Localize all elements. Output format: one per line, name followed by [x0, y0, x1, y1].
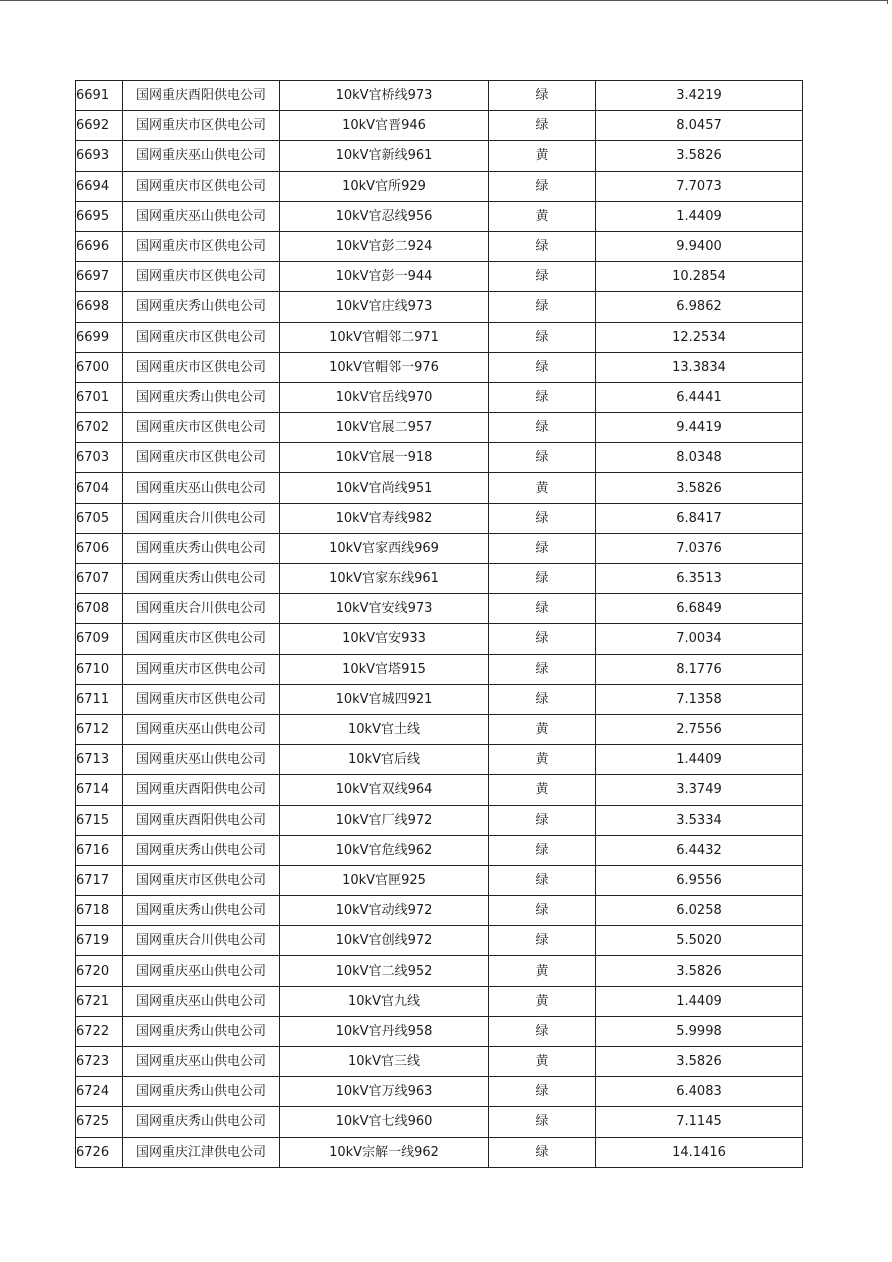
status-cell: 绿	[489, 81, 596, 111]
line-name-cell: 10kV官动线972	[280, 896, 489, 926]
status-cell: 绿	[489, 322, 596, 352]
company-cell: 国网重庆巫山供电公司	[123, 1047, 280, 1077]
table-row	[76, 654, 803, 684]
line-name-cell: 10kV官三线	[280, 1047, 489, 1077]
status-cell: 绿	[489, 382, 596, 412]
row-number-cell: 6691	[76, 81, 123, 111]
table-row	[76, 231, 803, 261]
line-name-cell: 10kV官创线972	[280, 926, 489, 956]
value-cell: 6.0258	[596, 896, 803, 926]
line-name-cell: 10kV官晋946	[280, 111, 489, 141]
value-cell: 12.2534	[596, 322, 803, 352]
table-row	[76, 473, 803, 503]
row-number-cell: 6692	[76, 111, 123, 141]
value-cell: 8.1776	[596, 654, 803, 684]
company-cell: 国网重庆市区供电公司	[123, 654, 280, 684]
company-cell: 国网重庆合川供电公司	[123, 926, 280, 956]
table-row	[76, 1047, 803, 1077]
company-cell: 国网重庆酉阳供电公司	[123, 775, 280, 805]
company-cell: 国网重庆秀山供电公司	[123, 896, 280, 926]
status-cell: 绿	[489, 1137, 596, 1167]
company-cell: 国网重庆市区供电公司	[123, 262, 280, 292]
row-number-cell: 6723	[76, 1047, 123, 1077]
status-cell: 黄	[489, 473, 596, 503]
line-name-cell: 10kV官塔915	[280, 654, 489, 684]
row-number-cell: 6722	[76, 1016, 123, 1046]
status-cell: 绿	[489, 1077, 596, 1107]
company-cell: 国网重庆市区供电公司	[123, 684, 280, 714]
page-top-border	[0, 0, 888, 1]
row-number-cell: 6709	[76, 624, 123, 654]
value-cell: 7.1358	[596, 684, 803, 714]
table-row	[76, 503, 803, 533]
table-body	[76, 81, 803, 1168]
status-cell: 黄	[489, 141, 596, 171]
company-cell: 国网重庆市区供电公司	[123, 111, 280, 141]
status-cell: 绿	[489, 171, 596, 201]
line-name-cell: 10kV官危线962	[280, 835, 489, 865]
row-number-cell: 6720	[76, 956, 123, 986]
line-name-cell: 10kV官双线964	[280, 775, 489, 805]
status-cell: 绿	[489, 624, 596, 654]
table-row	[76, 262, 803, 292]
table-row	[76, 684, 803, 714]
row-number-cell: 6711	[76, 684, 123, 714]
row-number-cell: 6718	[76, 896, 123, 926]
table-row	[76, 714, 803, 744]
table-row	[76, 926, 803, 956]
value-cell: 13.3834	[596, 352, 803, 382]
table-row	[76, 111, 803, 141]
status-cell: 绿	[489, 594, 596, 624]
line-name-cell: 10kV官城四921	[280, 684, 489, 714]
company-cell: 国网重庆合川供电公司	[123, 594, 280, 624]
status-cell: 绿	[489, 443, 596, 473]
line-name-cell: 10kV官展一918	[280, 443, 489, 473]
value-cell: 10.2854	[596, 262, 803, 292]
company-cell: 国网重庆市区供电公司	[123, 231, 280, 261]
value-cell: 7.0376	[596, 533, 803, 563]
value-cell: 9.4419	[596, 413, 803, 443]
value-cell: 6.9862	[596, 292, 803, 322]
company-cell: 国网重庆合川供电公司	[123, 503, 280, 533]
row-number-cell: 6698	[76, 292, 123, 322]
status-cell: 绿	[489, 865, 596, 895]
line-name-cell: 10kV官厂线972	[280, 805, 489, 835]
value-cell: 5.9998	[596, 1016, 803, 1046]
table-row	[76, 564, 803, 594]
company-cell: 国网重庆市区供电公司	[123, 413, 280, 443]
line-name-cell: 10kV官后线	[280, 745, 489, 775]
line-name-cell: 10kV官所929	[280, 171, 489, 201]
row-number-cell: 6694	[76, 171, 123, 201]
table-row	[76, 805, 803, 835]
value-cell: 5.5020	[596, 926, 803, 956]
table-row	[76, 1137, 803, 1167]
status-cell: 黄	[489, 986, 596, 1016]
value-cell: 3.3749	[596, 775, 803, 805]
line-name-cell: 10kV官尚线951	[280, 473, 489, 503]
table-row	[76, 413, 803, 443]
table-row	[76, 443, 803, 473]
status-cell: 绿	[489, 564, 596, 594]
status-cell: 绿	[489, 684, 596, 714]
row-number-cell: 6697	[76, 262, 123, 292]
status-cell: 绿	[489, 1016, 596, 1046]
row-number-cell: 6716	[76, 835, 123, 865]
value-cell: 6.3513	[596, 564, 803, 594]
line-name-cell: 10kV宗解一线962	[280, 1137, 489, 1167]
status-cell: 绿	[489, 835, 596, 865]
row-number-cell: 6699	[76, 322, 123, 352]
status-cell: 绿	[489, 654, 596, 684]
line-name-cell: 10kV官忍线956	[280, 201, 489, 231]
table-row	[76, 745, 803, 775]
company-cell: 国网重庆巫山供电公司	[123, 986, 280, 1016]
status-cell: 黄	[489, 956, 596, 986]
status-cell: 绿	[489, 231, 596, 261]
status-cell: 黄	[489, 201, 596, 231]
row-number-cell: 6726	[76, 1137, 123, 1167]
status-cell: 绿	[489, 503, 596, 533]
status-cell: 黄	[489, 1047, 596, 1077]
value-cell: 3.5334	[596, 805, 803, 835]
table-row	[76, 171, 803, 201]
line-name-cell: 10kV官彭一944	[280, 262, 489, 292]
table-row	[76, 322, 803, 352]
status-cell: 绿	[489, 111, 596, 141]
table-row	[76, 533, 803, 563]
line-name-cell: 10kV官庄线973	[280, 292, 489, 322]
status-cell: 绿	[489, 533, 596, 563]
line-name-cell: 10kV官帽邻二971	[280, 322, 489, 352]
value-cell: 7.1145	[596, 1107, 803, 1137]
table-row	[76, 896, 803, 926]
row-number-cell: 6725	[76, 1107, 123, 1137]
row-number-cell: 6695	[76, 201, 123, 231]
row-number-cell: 6724	[76, 1077, 123, 1107]
table-row	[76, 775, 803, 805]
company-cell: 国网重庆酉阳供电公司	[123, 81, 280, 111]
status-cell: 绿	[489, 352, 596, 382]
table-row	[76, 141, 803, 171]
status-cell: 绿	[489, 413, 596, 443]
row-number-cell: 6705	[76, 503, 123, 533]
value-cell: 7.7073	[596, 171, 803, 201]
status-cell: 绿	[489, 896, 596, 926]
value-cell: 9.9400	[596, 231, 803, 261]
table-row	[76, 1077, 803, 1107]
row-number-cell: 6706	[76, 533, 123, 563]
status-cell: 绿	[489, 292, 596, 322]
table-row	[76, 382, 803, 412]
status-cell: 绿	[489, 926, 596, 956]
line-name-cell: 10kV官丹线958	[280, 1016, 489, 1046]
line-name-cell: 10kV官家西线969	[280, 533, 489, 563]
row-number-cell: 6696	[76, 231, 123, 261]
company-cell: 国网重庆市区供电公司	[123, 624, 280, 654]
line-name-cell: 10kV官桥线973	[280, 81, 489, 111]
value-cell: 1.4409	[596, 986, 803, 1016]
line-name-cell: 10kV官彭二924	[280, 231, 489, 261]
value-cell: 8.0348	[596, 443, 803, 473]
company-cell: 国网重庆巫山供电公司	[123, 956, 280, 986]
row-number-cell: 6704	[76, 473, 123, 503]
line-name-cell: 10kV官二线952	[280, 956, 489, 986]
company-cell: 国网重庆秀山供电公司	[123, 564, 280, 594]
company-cell: 国网重庆秀山供电公司	[123, 292, 280, 322]
status-cell: 黄	[489, 745, 596, 775]
table-row	[76, 81, 803, 111]
status-cell: 黄	[489, 714, 596, 744]
value-cell: 3.5826	[596, 1047, 803, 1077]
value-cell: 6.4432	[596, 835, 803, 865]
company-cell: 国网重庆市区供电公司	[123, 171, 280, 201]
row-number-cell: 6719	[76, 926, 123, 956]
table-row	[76, 1107, 803, 1137]
line-name-cell: 10kV官万线963	[280, 1077, 489, 1107]
value-cell: 6.8417	[596, 503, 803, 533]
row-number-cell: 6715	[76, 805, 123, 835]
table-row	[76, 865, 803, 895]
line-name-cell: 10kV官新线961	[280, 141, 489, 171]
table-row	[76, 956, 803, 986]
line-name-cell: 10kV官七线960	[280, 1107, 489, 1137]
status-cell: 绿	[489, 805, 596, 835]
value-cell: 1.4409	[596, 745, 803, 775]
row-number-cell: 6712	[76, 714, 123, 744]
line-name-cell: 10kV官匣925	[280, 865, 489, 895]
value-cell: 8.0457	[596, 111, 803, 141]
table-row	[76, 292, 803, 322]
row-number-cell: 6700	[76, 352, 123, 382]
company-cell: 国网重庆秀山供电公司	[123, 1016, 280, 1046]
value-cell: 3.4219	[596, 81, 803, 111]
status-cell: 绿	[489, 262, 596, 292]
row-number-cell: 6710	[76, 654, 123, 684]
line-name-cell: 10kV官岳线970	[280, 382, 489, 412]
row-number-cell: 6703	[76, 443, 123, 473]
row-number-cell: 6702	[76, 413, 123, 443]
table-row	[76, 352, 803, 382]
row-number-cell: 6708	[76, 594, 123, 624]
company-cell: 国网重庆秀山供电公司	[123, 835, 280, 865]
company-cell: 国网重庆江津供电公司	[123, 1137, 280, 1167]
company-cell: 国网重庆市区供电公司	[123, 322, 280, 352]
value-cell: 3.5826	[596, 141, 803, 171]
value-cell: 1.4409	[596, 201, 803, 231]
value-cell: 6.4441	[596, 382, 803, 412]
value-cell: 3.5826	[596, 956, 803, 986]
company-cell: 国网重庆市区供电公司	[123, 865, 280, 895]
table-row	[76, 1016, 803, 1046]
row-number-cell: 6707	[76, 564, 123, 594]
row-number-cell: 6701	[76, 382, 123, 412]
table-row	[76, 986, 803, 1016]
company-cell: 国网重庆秀山供电公司	[123, 1107, 280, 1137]
row-number-cell: 6717	[76, 865, 123, 895]
status-cell: 黄	[489, 775, 596, 805]
line-name-cell: 10kV官展二957	[280, 413, 489, 443]
table-row	[76, 835, 803, 865]
row-number-cell: 6714	[76, 775, 123, 805]
line-name-cell: 10kV官九线	[280, 986, 489, 1016]
company-cell: 国网重庆秀山供电公司	[123, 382, 280, 412]
table-row	[76, 624, 803, 654]
company-cell: 国网重庆巫山供电公司	[123, 201, 280, 231]
value-cell: 7.0034	[596, 624, 803, 654]
value-cell: 3.5826	[596, 473, 803, 503]
company-cell: 国网重庆秀山供电公司	[123, 1077, 280, 1107]
line-name-cell: 10kV官土线	[280, 714, 489, 744]
page-right-border	[887, 0, 888, 4]
company-cell: 国网重庆巫山供电公司	[123, 473, 280, 503]
company-cell: 国网重庆巫山供电公司	[123, 141, 280, 171]
line-name-cell: 10kV官寿线982	[280, 503, 489, 533]
company-cell: 国网重庆市区供电公司	[123, 443, 280, 473]
line-name-cell: 10kV官家东线961	[280, 564, 489, 594]
value-cell: 6.9556	[596, 865, 803, 895]
company-cell: 国网重庆酉阳供电公司	[123, 805, 280, 835]
row-number-cell: 6693	[76, 141, 123, 171]
value-cell: 14.1416	[596, 1137, 803, 1167]
value-cell: 6.6849	[596, 594, 803, 624]
company-cell: 国网重庆市区供电公司	[123, 352, 280, 382]
company-cell: 国网重庆巫山供电公司	[123, 714, 280, 744]
table-row	[76, 594, 803, 624]
table-row	[76, 201, 803, 231]
company-cell: 国网重庆巫山供电公司	[123, 745, 280, 775]
line-name-cell: 10kV官帽邻一976	[280, 352, 489, 382]
value-cell: 6.4083	[596, 1077, 803, 1107]
row-number-cell: 6721	[76, 986, 123, 1016]
value-cell: 2.7556	[596, 714, 803, 744]
line-name-cell: 10kV官安线973	[280, 594, 489, 624]
line-data-table	[75, 80, 803, 1168]
row-number-cell: 6713	[76, 745, 123, 775]
status-cell: 绿	[489, 1107, 596, 1137]
company-cell: 国网重庆秀山供电公司	[123, 533, 280, 563]
line-name-cell: 10kV官安933	[280, 624, 489, 654]
